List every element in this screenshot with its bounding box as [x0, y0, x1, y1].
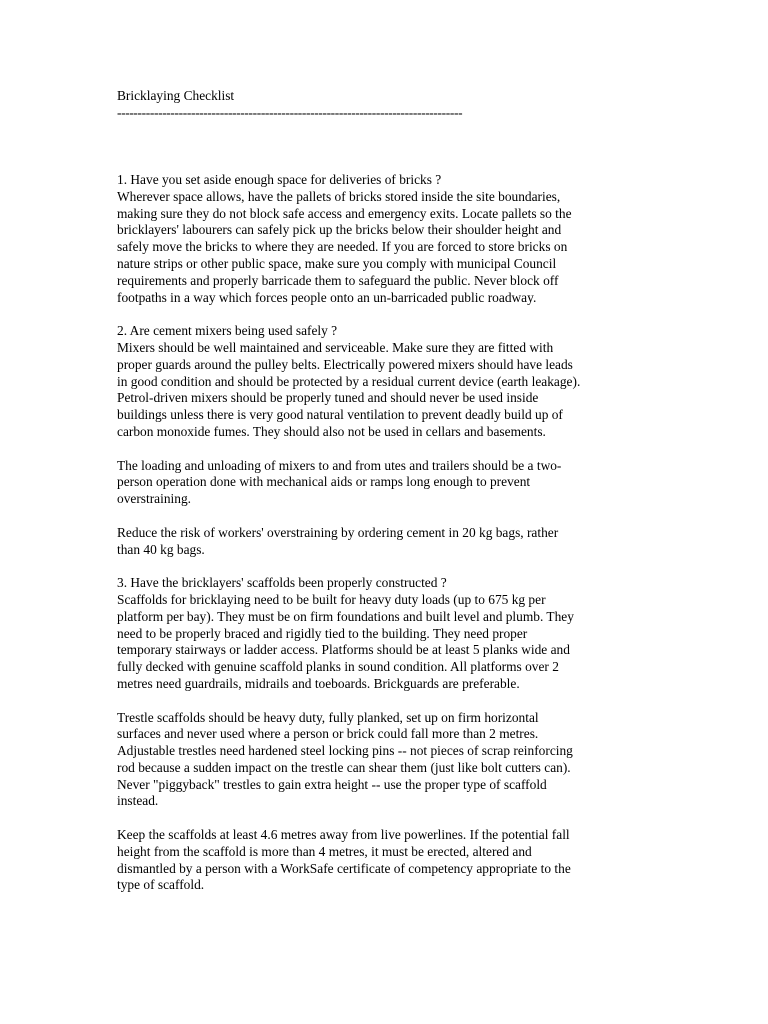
- section-heading: 3. Have the bricklayers' scaffolds been properly constructed ?: [117, 575, 447, 591]
- paragraph-powerlines: [117, 827, 657, 894]
- section-scaffolds: [117, 575, 657, 693]
- text-line: person operation done with mechanical aids or ramps long enough to prevent: [117, 474, 531, 490]
- text-line: overstraining.: [117, 491, 192, 507]
- text-line: Keep the scaffolds at least 4.6 metres away from live powerlines. If the potential fall: [117, 827, 570, 843]
- text-line: The loading and unloading of mixers to and from utes and trailers should be a two-: [117, 457, 562, 473]
- text-line: requirements and properly barricade them to safeguard the public. Never block off: [117, 272, 559, 288]
- text-line: height from the scaffold is more than 4 metres, it must be erected, altered and: [117, 843, 532, 859]
- text-line: than 40 kg bags.: [117, 541, 205, 557]
- text-line: metres need guardrails, midrails and toeboards. Brickguards are preferable.: [117, 675, 520, 691]
- text-line: temporary stairways or ladder access. Platforms should be at least 5 planks wide and: [117, 642, 570, 658]
- section-heading: 2. Are cement mixers being used safely ?: [117, 323, 338, 339]
- text-line: in good condition and should be protected by a residual current device (earth leakage).: [117, 373, 581, 389]
- paragraph-cement-bags: [117, 525, 657, 559]
- section-cement-mixers: [117, 323, 657, 441]
- text-line: Wherever space allows, have the pallets of bricks stored inside the site boundaries,: [117, 188, 561, 204]
- text-line: bricklayers' labourers can safely pick up the bricks below their shoulder height and: [117, 222, 562, 238]
- paragraph-mixer-loading: [117, 458, 657, 508]
- text-line: platform per bay). They must be on firm foundations and built level and plumb. They: [117, 608, 574, 624]
- text-line: rod because a sudden impact on the trestle can shear them (just like bolt cutters can).: [117, 759, 571, 775]
- text-line: Reduce the risk of workers' overstraining by ordering cement in 20 kg bags, rather: [117, 524, 559, 540]
- text-line: Adjustable trestles need hardened steel locking pins -- not pieces of scrap reinforcing: [117, 743, 573, 759]
- text-line: fully decked with genuine scaffold planks in sound condition. All platforms over 2: [117, 659, 559, 675]
- text-line: Trestle scaffolds should be heavy duty, fully planked, set up on firm horizontal: [117, 709, 539, 725]
- text-line: nature strips or other public space, make sure you comply with municipal Council: [117, 255, 557, 271]
- text-line: buildings unless there is very good natural ventilation to prevent deadly build up of: [117, 407, 563, 423]
- text-line: proper guards around the pulley belts. Electrically powered mixers should have leads: [117, 356, 573, 372]
- section-heading: 1. Have you set aside enough space for deliveries of bricks ?: [117, 172, 442, 187]
- text-line: making sure they do not block safe access and emergency exits. Locate pallets so the: [117, 205, 572, 221]
- text-line: dismantled by a person with a WorkSafe certificate of competency appropriate to the: [117, 860, 571, 876]
- text-line: Never "piggyback" trestles to gain extra height -- use the proper type of scaffold: [117, 776, 547, 792]
- document-body: [117, 172, 657, 911]
- text-line: instead.: [117, 793, 159, 809]
- paragraph-trestle-scaffolds: [117, 710, 657, 811]
- text-line: footpaths in a way which forces people onto an un-barricaded public roadway.: [117, 289, 537, 305]
- text-line: type of scaffold.: [117, 877, 205, 893]
- text-line: Scaffolds for bricklaying need to be built for heavy duty loads (up to 675 kg per: [117, 591, 546, 607]
- title-underline-rule: ------------------------------------------------------------------------------------: [117, 105, 463, 120]
- text-line: Petrol-driven mixers should be properly tuned and should never be used inside: [117, 390, 539, 406]
- text-line: need to be properly braced and rigidly tied to the building. They need proper: [117, 625, 528, 641]
- text-line: carbon monoxide fumes. They should also not be used in cellars and basements.: [117, 423, 546, 439]
- document-title: Bricklaying Checklist: [117, 88, 235, 103]
- section-deliveries: [117, 172, 657, 306]
- text-line: safely move the bricks to where they are needed. If you are forced to store bricks on: [117, 239, 568, 255]
- text-line: Mixers should be well maintained and serviceable. Make sure they are fitted with: [117, 339, 554, 355]
- text-line: surfaces and never used where a person or brick could fall more than 2 metres.: [117, 726, 539, 742]
